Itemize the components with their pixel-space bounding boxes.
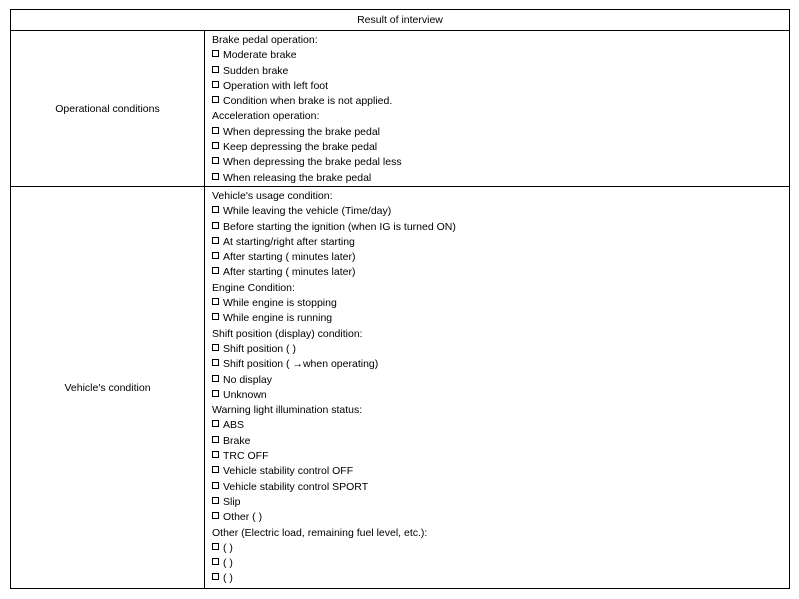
checkbox-icon[interactable] xyxy=(212,573,219,580)
checkbox-icon[interactable] xyxy=(212,267,219,274)
checkbox-item[interactable]: ( ) xyxy=(212,556,789,571)
checkbox-icon[interactable] xyxy=(212,81,219,88)
checkbox-icon[interactable] xyxy=(212,375,219,382)
checkbox-item[interactable]: Vehicle stability control OFF xyxy=(212,464,789,479)
checkbox-icon[interactable] xyxy=(212,451,219,458)
checkbox-icon[interactable] xyxy=(212,50,219,57)
checkbox-icon[interactable] xyxy=(212,558,219,565)
checkbox-icon[interactable] xyxy=(212,237,219,244)
checkbox-item[interactable]: While engine is stopping xyxy=(212,296,789,311)
section-heading: Shift position (display) condition: xyxy=(212,327,363,340)
vehicle-condition-text: Vehicle's condition xyxy=(64,381,151,394)
checkbox-icon[interactable] xyxy=(212,313,219,320)
checkbox-icon[interactable] xyxy=(212,390,219,397)
checkbox-icon[interactable] xyxy=(212,344,219,351)
checkbox-icon[interactable] xyxy=(212,222,219,229)
checkbox-item[interactable]: While engine is running xyxy=(212,311,789,326)
checkbox-item[interactable]: At starting/right after starting xyxy=(212,235,789,250)
checkbox-item[interactable]: Shift position ( →when operating) xyxy=(212,357,789,372)
operational-conditions-row xyxy=(11,31,789,187)
section-heading: Warning light illumination status: xyxy=(212,404,363,417)
checkbox-item[interactable]: Keep depressing the brake pedal xyxy=(212,140,789,155)
section-heading: Brake pedal operation: xyxy=(212,34,318,46)
checkbox-icon[interactable] xyxy=(212,543,219,550)
checkbox-item[interactable]: Operation with left foot xyxy=(212,79,789,94)
checkbox-icon[interactable] xyxy=(212,206,219,213)
section-heading: Other (Electric load, remaining fuel level, etc.): xyxy=(212,526,428,539)
checkbox-icon[interactable] xyxy=(212,66,219,73)
vehicle-condition-row xyxy=(11,187,789,588)
checkbox-item[interactable]: No display xyxy=(212,373,789,388)
checkbox-item[interactable]: After starting ( minutes later) xyxy=(212,265,789,280)
checkbox-icon[interactable] xyxy=(212,173,219,180)
operational-conditions-text: Operational conditions xyxy=(55,102,160,115)
checkbox-icon[interactable] xyxy=(212,466,219,473)
vehicle-condition-label xyxy=(11,187,205,588)
table-header: Result of interview xyxy=(11,10,789,31)
checkbox-item[interactable]: Before starting the ignition (when IG is turned ON) xyxy=(212,220,789,235)
checkbox-item[interactable]: Sudden brake xyxy=(212,64,789,79)
checkbox-icon[interactable] xyxy=(212,497,219,504)
checkbox-icon[interactable] xyxy=(212,96,219,103)
checkbox-icon[interactable] xyxy=(212,359,219,366)
checkbox-item[interactable]: TRC OFF xyxy=(212,449,789,464)
checkbox-item[interactable]: Slip xyxy=(212,495,789,510)
checkbox-item[interactable]: Other ( ) xyxy=(212,510,789,525)
checkbox-item[interactable]: When depressing the brake pedal xyxy=(212,125,789,140)
checkbox-item[interactable]: When releasing the brake pedal xyxy=(212,171,789,186)
checkbox-icon[interactable] xyxy=(212,157,219,164)
operational-conditions-content xyxy=(212,33,789,186)
checkbox-item[interactable]: When depressing the brake pedal less xyxy=(212,155,789,170)
interview-table xyxy=(10,9,790,589)
checkbox-item[interactable]: While leaving the vehicle (Time/day) xyxy=(212,204,789,219)
checkbox-item[interactable]: Vehicle stability control SPORT xyxy=(212,480,789,495)
checkbox-item[interactable]: After starting ( minutes later) xyxy=(212,250,789,265)
checkbox-item[interactable]: Brake xyxy=(212,434,789,449)
operational-conditions-label xyxy=(11,31,205,186)
checkbox-icon[interactable] xyxy=(212,142,219,149)
section-heading: Acceleration operation: xyxy=(212,110,320,123)
checkbox-item[interactable]: ( ) xyxy=(212,571,789,586)
vehicle-condition-content xyxy=(212,189,789,587)
checkbox-item[interactable]: ( ) xyxy=(212,541,789,556)
checkbox-item[interactable]: ABS xyxy=(212,418,789,433)
checkbox-icon[interactable] xyxy=(212,420,219,427)
checkbox-icon[interactable] xyxy=(212,482,219,489)
section-heading: Vehicle's usage condition: xyxy=(212,190,333,202)
checkbox-item[interactable]: Condition when brake is not applied. xyxy=(212,94,789,109)
checkbox-item[interactable]: Moderate brake xyxy=(212,48,789,63)
checkbox-icon[interactable] xyxy=(212,252,219,259)
section-heading: Engine Condition: xyxy=(212,281,295,294)
checkbox-icon[interactable] xyxy=(212,298,219,305)
checkbox-icon[interactable] xyxy=(212,127,219,134)
checkbox-icon[interactable] xyxy=(212,512,219,519)
checkbox-item[interactable]: Shift position ( ) xyxy=(212,342,789,357)
checkbox-icon[interactable] xyxy=(212,436,219,443)
checkbox-item[interactable]: Unknown xyxy=(212,388,789,403)
